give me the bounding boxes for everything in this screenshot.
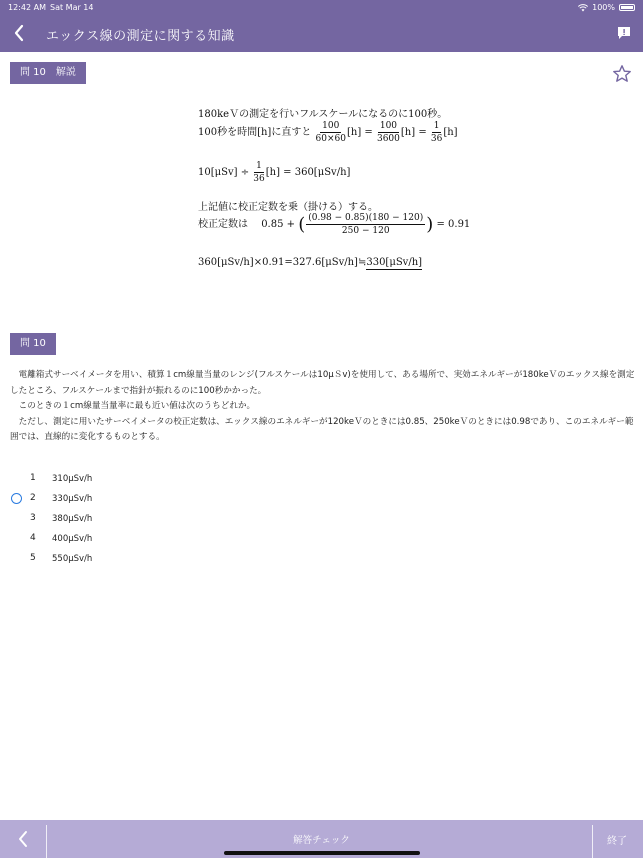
question-paragraph-1: 電離箱式サーベイメータを用い、積算１cm線量当量のレンジ(フルスケールは10μＳv)を使用して、ある場所で、実効エネルギーが180keＶのエックス線を測定したところ、フルスケールまで指針が振れるのに100秒かかった。: [10, 370, 635, 396]
choice-value: 380μSv/h: [52, 514, 93, 524]
status-time: 12:42 AM: [8, 3, 46, 12]
question-badge: 問 10: [10, 333, 56, 355]
formula-line-3-a: 10[μSv] ÷: [198, 167, 250, 178]
fraction-1-36: [431, 120, 442, 145]
fraction-den: 3600: [376, 134, 400, 144]
formula-line-5-b: = 0.91: [436, 219, 471, 230]
fraction-1-36-b: [253, 160, 264, 185]
unit-h: [h]: [346, 127, 362, 138]
choice-number: 3: [30, 513, 36, 523]
paren-right: ): [426, 214, 434, 235]
formula-line-1: 180keＶの測定を行いフルスケールになるのに100秒。: [198, 109, 448, 120]
fraction-den: 36: [253, 174, 265, 184]
choice-number: 5: [30, 553, 36, 563]
home-indicator: [224, 851, 420, 855]
answer-check-button[interactable]: 解答チェック: [293, 835, 350, 846]
choice-4[interactable]: [0, 530, 300, 550]
battery-icon: [619, 4, 635, 11]
fraction-den: 250 − 120: [341, 226, 390, 236]
unit-h: [h]: [400, 127, 416, 138]
formula-line-6-a: 360[μSv/h]×0.91=327.6[μSv/h]≒: [198, 257, 367, 268]
selected-radio-icon: [11, 493, 22, 504]
fraction-den: 36: [430, 134, 443, 144]
nav-title: エックス線の測定に関する知識: [46, 29, 235, 44]
fraction-100-3600-b: [377, 120, 400, 145]
back-chevron-icon[interactable]: [10, 22, 30, 44]
end-button[interactable]: 終了: [607, 836, 627, 847]
question-paragraph-3: ただし、測定に用いたサーベイメータの校正定数は、エックス線のエネルギーが120keＶのときには0.85、250keＶのときには0.98であり、このエネルギー範囲では、直線的に変化するものとする。: [10, 416, 634, 442]
fraction-num: 100: [379, 121, 398, 131]
fraction-num: (0.98 − 0.85)(180 − 120): [308, 213, 424, 223]
question-text: [10, 368, 635, 446]
choice-number: 1: [30, 473, 36, 483]
formula-line-5-a: 0.85 +: [261, 219, 296, 230]
choice-5[interactable]: [0, 550, 300, 570]
choice-value: 330μSv/h: [52, 494, 93, 504]
nav-bar: [0, 16, 643, 52]
wifi-icon: [578, 4, 588, 12]
paren-left: (: [298, 214, 306, 235]
choice-1[interactable]: [0, 470, 300, 490]
choice-value: 400μSv/h: [52, 534, 93, 544]
formula-line-2: 100秒を時間[h]に直すと $\frac{100}{60\times 60}$ [h] = $\frac{100}{3600}$ [h] = $\frac{1}{36}$ [h]: [198, 121, 458, 144]
formula-line-3-b: [h] = 360[μSv/h]: [265, 167, 351, 178]
formula-line-5-label: 校正定数は: [198, 219, 248, 230]
question-paragraph-2: このときの１cm線量当量率に最も近い値は次のうちどれか。: [10, 401, 256, 411]
fraction-num: 100: [322, 121, 340, 131]
formula-answer: 330[μSv/h]: [366, 257, 423, 268]
fraction-calibration: [306, 212, 425, 237]
choice-value: 550μSv/h: [52, 554, 93, 564]
status-date: Sat Mar 14: [50, 3, 94, 12]
fraction-num: 1: [433, 121, 440, 131]
formula-line-3: [198, 160, 350, 185]
unit-h: [h]: [443, 127, 458, 138]
formula-line-5: [198, 212, 470, 237]
choice-number: 4: [30, 533, 36, 543]
fraction-100-3600-a: [316, 120, 346, 145]
battery-percent: 100%: [592, 3, 615, 12]
formula-line-2-prefix: 100秒を時間[h]に直すと: [198, 127, 312, 138]
fraction-num: 1: [256, 161, 262, 171]
toolbar-divider-right: [592, 825, 593, 858]
status-bar: [0, 0, 643, 16]
formula-line-4: 上記値に校正定数を乗（掛ける）する。: [198, 202, 378, 213]
choice-number: 2: [30, 493, 36, 503]
explanation-badge: 問 10 解説: [10, 62, 86, 84]
fraction-den: 60×60: [315, 134, 346, 144]
choice-value: 310μSv/h: [52, 474, 93, 484]
report-icon[interactable]: [617, 26, 631, 40]
formula-line-6: [198, 257, 422, 268]
status-right: [578, 3, 635, 12]
choice-2[interactable]: [0, 490, 300, 510]
choice-3[interactable]: [0, 510, 300, 530]
bookmark-star-icon[interactable]: [612, 64, 632, 84]
